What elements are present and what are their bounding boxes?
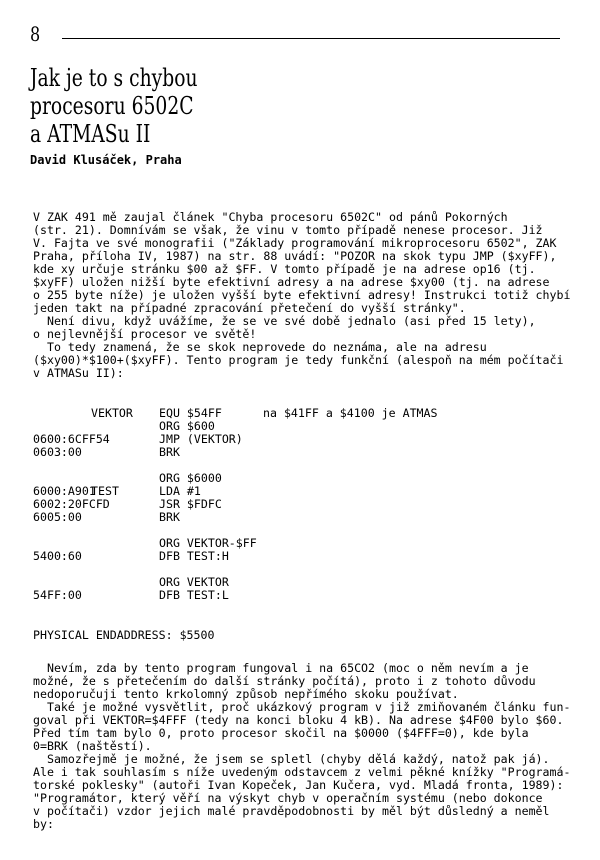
text-line: 0=BRK (naštěstí). bbox=[33, 739, 152, 753]
text-line: možné, že s přetečením do další stránky počítá), proto i z tohoto důvodu bbox=[33, 674, 536, 688]
text-line: ($xy00)*$100+($xyFF). Tento program je tedy funkční (alespoň na mém počítači bbox=[33, 353, 564, 367]
listing-address: 6000:A901 bbox=[33, 484, 96, 498]
text-line: torské poklesky" (autoři Ivan Kopeček, Jan Kučera, vyd. Mladá fronta, 1989): bbox=[33, 778, 564, 792]
listing-comment: na $41FF a $4100 je ATMAS bbox=[263, 406, 438, 420]
text-line: V. Fajta ve své monografii ("Základy programování mikroprocesoru 6502", ZAK bbox=[33, 236, 557, 250]
listing-instruction: DFB TEST:H bbox=[159, 549, 229, 563]
listing-instruction: ORG $6000 bbox=[159, 471, 222, 485]
article-author: David Klusáček, Praha bbox=[30, 153, 182, 167]
text-line: kde xy určuje stránku $00 až $FF. V tomto případě je na adrese op16 (tj. bbox=[33, 262, 536, 276]
text-line: v počítači) vzdor jejich malé pravděpodobnosti by měl být důsledný a neměl bbox=[33, 804, 550, 818]
text-line: (str. 21). Domnívám se však, že vinu v tomto případě nenese procesor. Již bbox=[33, 223, 543, 237]
listing-row bbox=[33, 576, 568, 589]
code-listing bbox=[33, 407, 568, 602]
listing-instruction: ORG VEKTOR bbox=[159, 575, 229, 589]
text-line: Před tím tam bylo 0, proto procesor skočil na $0000 ($4FFF=0), kde byla bbox=[33, 726, 529, 740]
listing-instruction: JMP (VEKTOR) bbox=[159, 432, 243, 446]
listing-row bbox=[33, 433, 568, 446]
text-line: o nejlevnější procesor ve světě! bbox=[33, 327, 257, 341]
listing-address: 5400:60 bbox=[33, 549, 82, 563]
listing-instruction: ORG $600 bbox=[159, 419, 215, 433]
listing-label: TEST bbox=[91, 484, 119, 498]
listing-row bbox=[33, 511, 568, 524]
listing-label: VEKTOR bbox=[91, 406, 133, 420]
text-line: Ale i tak souhlasím s níže uvedeným odstavcem z velmi pěkné knížky "Programá- bbox=[33, 765, 571, 779]
end-address: PHYSICAL ENDADDRESS: $5500 bbox=[33, 628, 215, 642]
page-number: 8 bbox=[30, 22, 41, 46]
text-line: Není divu, když uvážíme, že se ve své době jednalo (asi před 15 lety), bbox=[33, 314, 536, 328]
title-line: a ATMASu II bbox=[30, 120, 151, 148]
listing-instruction: EQU $54FF bbox=[159, 406, 222, 420]
text-line: "Programátor, který věří na výskyt chyb v operačním systému (nebo dokonce bbox=[33, 791, 543, 805]
text-line: Samozřejmě je možné, že jsem se spletl (chyby dělá každý, natož pak já). bbox=[33, 752, 550, 766]
text-line: V ZAK 491 mě zaujal článek "Chyba procesoru 6502C" od pánů Pokorných bbox=[33, 210, 508, 224]
text-line: jeden takt na případné zpracování přetečení do vyšší stránky". bbox=[33, 301, 466, 315]
header-rule bbox=[62, 38, 560, 39]
listing-row bbox=[33, 537, 568, 550]
text-line: goval při VEKTOR=$4FFF (tedy na konci bloku 4 kB). Na adrese $4F00 bylo $60. bbox=[33, 713, 564, 727]
text-line: Také je možné vysvětlit, proč ukázkový program v již zmiňovaném článku fun- bbox=[33, 700, 571, 714]
intro-text bbox=[33, 210, 571, 380]
listing-instruction: LDA #1 bbox=[159, 484, 201, 498]
listing-instruction: JSR $FDFC bbox=[159, 497, 222, 511]
listing-row bbox=[33, 446, 568, 459]
listing-row bbox=[33, 589, 568, 602]
listing-address: 6005:00 bbox=[33, 510, 82, 524]
text-line: v ATMASu II): bbox=[33, 366, 124, 380]
listing-row bbox=[33, 550, 568, 563]
title-line: procesoru 6502C bbox=[30, 92, 194, 120]
listing-row bbox=[33, 485, 568, 498]
listing-instruction: ORG VEKTOR-$FF bbox=[159, 536, 257, 550]
title-line: Jak je to s chybou bbox=[30, 64, 198, 92]
listing-address: 54FF:00 bbox=[33, 588, 82, 602]
text-line: To tedy znamená, že se skok neprovede do neznáma, ale na adresu bbox=[33, 340, 487, 354]
listing-address: 0603:00 bbox=[33, 445, 82, 459]
listing-row bbox=[33, 498, 568, 511]
page-header bbox=[30, 22, 560, 46]
listing-instruction: BRK bbox=[159, 445, 180, 459]
text-line: o 255 byte níže) je uložen vyšší byte efektivní adresy! Instrukci totiž chybí bbox=[33, 288, 571, 302]
text-line: nedoporučuji tento krkolomný způsob nepřímého skoku používat. bbox=[33, 687, 459, 701]
listing-instruction: DFB TEST:L bbox=[159, 588, 229, 602]
listing-address: 6002:20FCFD bbox=[33, 497, 110, 511]
text-line: Nevím, zda by tento program fungoval i na 65CO2 (moc o něm nevím a je bbox=[33, 661, 529, 675]
text-line: Praha, příloha IV, 1987) na str. 88 uvádí: "POZOR na skok typu JMP ($xyFF), bbox=[33, 249, 557, 263]
listing-instruction: BRK bbox=[159, 510, 180, 524]
listing-row bbox=[33, 420, 568, 433]
article-title bbox=[30, 64, 198, 148]
listing-address: 0600:6CFF54 bbox=[33, 432, 110, 446]
text-line: $xyFF) uložen nižší byte efektivní adresy a na adrese $xy00 (tj. na adrese bbox=[33, 275, 550, 289]
outro-text bbox=[33, 661, 571, 831]
listing-row bbox=[33, 407, 568, 420]
text-line: by: bbox=[33, 817, 54, 831]
